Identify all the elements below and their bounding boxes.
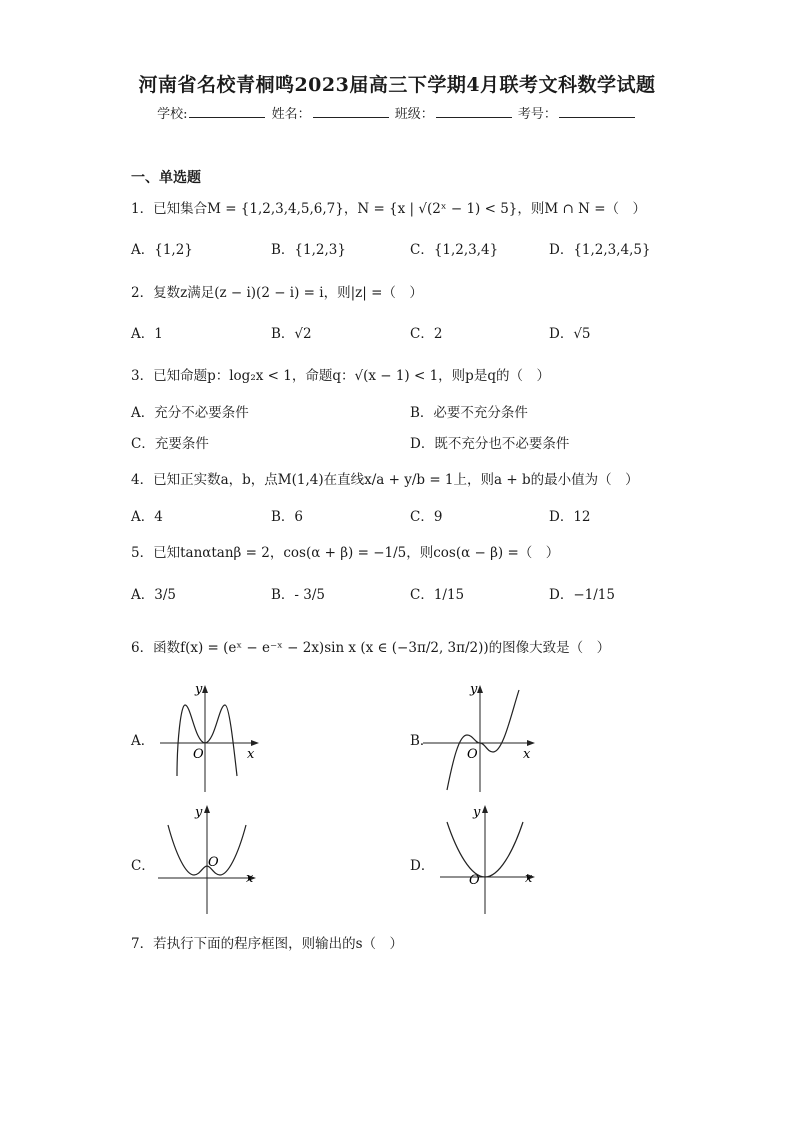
q1-option-b: B．{1,2,3} xyxy=(271,242,346,258)
number-label: 考号： xyxy=(517,107,557,122)
class-blank xyxy=(436,105,512,118)
question-7-stem: 7．若执行下面的程序框图，则输出的s（ ） xyxy=(131,936,404,952)
q4-option-d: D．12 xyxy=(549,509,591,525)
school-blank xyxy=(189,105,265,118)
q6-option-a: A． xyxy=(131,733,155,749)
x-axis-label: x xyxy=(247,747,255,762)
q2-option-b: B．√2 xyxy=(271,326,312,342)
q2-option-c: C．2 xyxy=(410,326,443,342)
q4-option-a: A．4 xyxy=(131,509,163,525)
y-axis-arrow-icon xyxy=(477,685,483,693)
y-axis-arrow-icon xyxy=(204,805,210,813)
y-axis-arrow-icon xyxy=(202,685,208,693)
origin-label: O xyxy=(467,747,478,762)
q3-option-b: B．必要不充分条件 xyxy=(410,405,528,421)
name-blank xyxy=(313,105,389,118)
x-axis-arrow-icon xyxy=(251,740,259,746)
y-axis-label: y xyxy=(473,805,481,820)
x-axis-label: x xyxy=(246,871,254,886)
q6-option-c: C． xyxy=(131,858,155,874)
section-heading: 一、单选题 xyxy=(131,170,201,186)
q1-option-a: A．{1,2} xyxy=(131,242,193,258)
question-1-stem: 1．已知集合M = {1,2,3,4,5,6,7}，N = {x | √(2ˣ − 1) < 5}，则M ∩ N =（ ） xyxy=(131,201,647,217)
graph-d xyxy=(435,800,545,918)
origin-label: O xyxy=(193,747,204,762)
origin-label: O xyxy=(208,855,219,870)
q5-option-c: C．1/15 xyxy=(410,587,465,603)
x-axis-arrow-icon xyxy=(527,740,535,746)
q5-option-d: D．−1/15 xyxy=(549,587,615,603)
q3-option-a: A．充分不必要条件 xyxy=(131,405,249,421)
question-4-stem: 4．已知正实数a，b，点M(1,4)在直线x/a + y/b = 1上，则a + b的最小值为（ ） xyxy=(131,472,639,488)
q1-option-c: C．{1,2,3,4} xyxy=(410,242,499,258)
y-axis-label: y xyxy=(470,682,478,697)
q4-option-b: B．6 xyxy=(271,509,304,525)
y-axis-arrow-icon xyxy=(482,805,488,813)
q3-option-c: C．充要条件 xyxy=(131,436,209,452)
y-axis-label: y xyxy=(195,805,203,820)
q3-option-d: D．既不充分也不必要条件 xyxy=(410,436,570,452)
page-title: 河南省名校青桐鸣2023届高三下学期4月联考文科数学试题 xyxy=(138,74,656,96)
q2-option-d: D．√5 xyxy=(549,326,591,342)
q1-option-d: D．{1,2,3,4,5} xyxy=(549,242,651,258)
question-2-stem: 2．复数z满足(z − i)(2 − i) = i，则|z| =（ ） xyxy=(131,285,423,301)
name-label: 姓名： xyxy=(271,107,311,122)
class-label: 班级： xyxy=(394,107,434,122)
question-3-stem: 3．已知命题p：log₂x < 1，命题q：√(x − 1) < 1，则p是q的（ ） xyxy=(131,368,550,384)
x-axis-label: x xyxy=(525,871,533,886)
q4-option-c: C．9 xyxy=(410,509,443,525)
q5-option-b: B．- 3/5 xyxy=(271,587,325,603)
q6-option-b: B． xyxy=(410,733,434,749)
student-info-line xyxy=(0,103,794,122)
q6-option-d: D． xyxy=(410,858,435,874)
q2-option-a: A．1 xyxy=(131,326,163,342)
graph-c xyxy=(150,800,265,918)
school-label: 学校: xyxy=(157,107,188,122)
number-blank xyxy=(559,105,635,118)
q5-option-a: A．3/5 xyxy=(131,587,176,603)
question-6-stem: 6．函数f(x) = (eˣ − e⁻ˣ − 2x)sin x (x ∈ (−3π/2, 3π/2))的图像大致是（ ） xyxy=(131,640,611,656)
x-axis-label: x xyxy=(523,747,531,762)
question-5-stem: 5．已知tanαtanβ = 2，cos(α + β) = −1/5，则cos(α − β) =（ ） xyxy=(131,545,560,561)
curve xyxy=(447,690,519,790)
curve xyxy=(177,705,237,776)
graph-b xyxy=(415,680,545,795)
y-axis-label: y xyxy=(195,682,203,697)
origin-label: O xyxy=(469,873,480,888)
graph-a xyxy=(155,680,265,795)
